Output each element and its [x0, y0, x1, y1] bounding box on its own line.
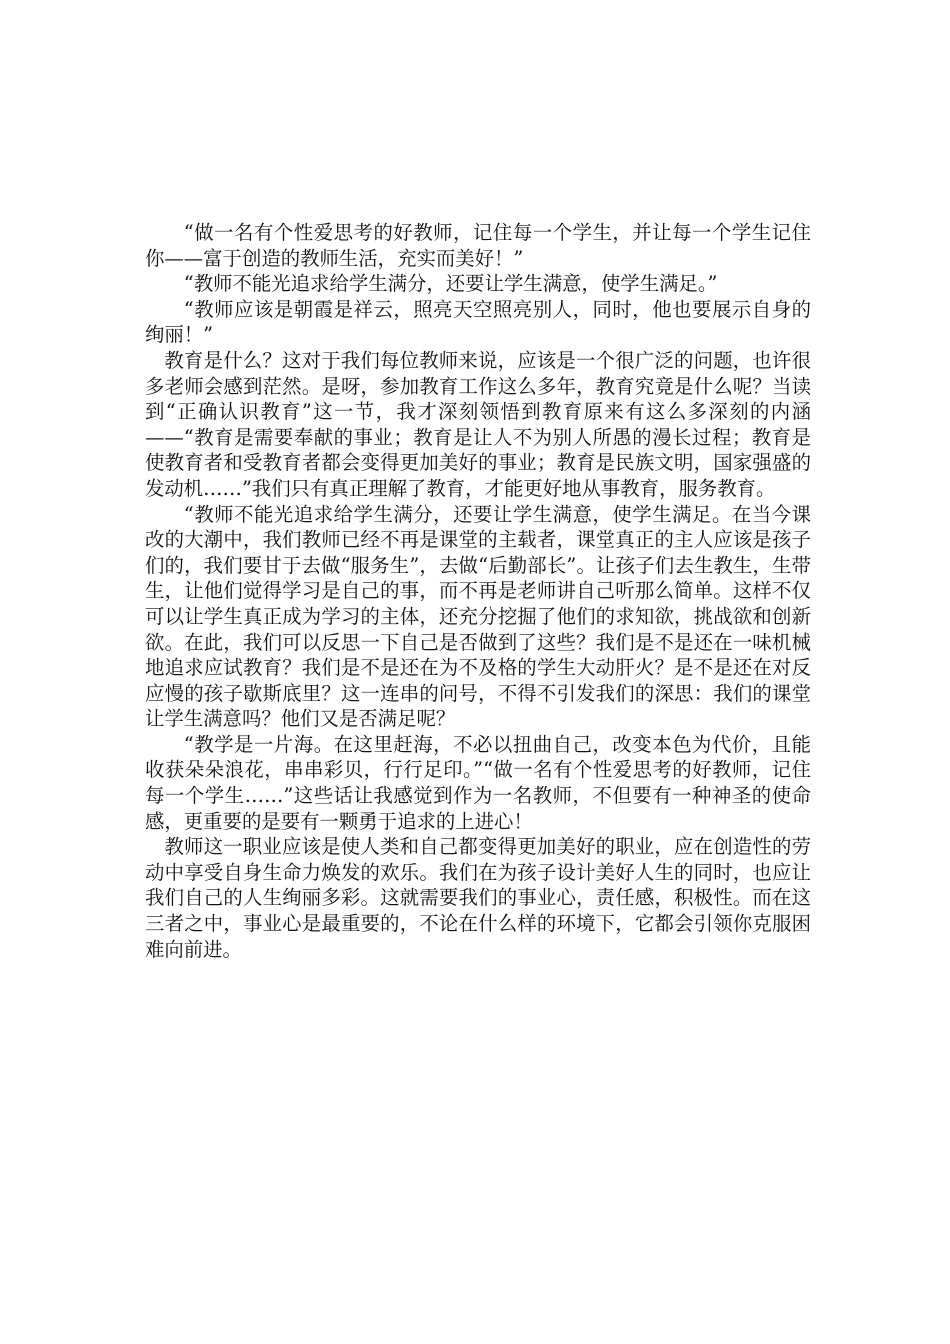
quote-paragraph-1: “做一名有个性爱思考的好教师，记住每一个学生，并让每一个学生记住你——富于创造的教师生活，充实而美好！” [145, 221, 811, 270]
quote-paragraph-2: “教师不能光追求给学生满分，还要让学生满意，使学生满足。” [183, 272, 718, 296]
body-text [145, 220, 811, 962]
body-paragraph-sea: “教学是一片海。在这里赶海，不必以扭曲自己，改变本色为代价，且能收获朵朵浪花，串串彩贝，行行足印。”“做一名有个性爱思考的好教师，记住每一个学生……”这些话让我感觉到作为一名教师，不但要有一种神圣的使命感，更重要的是要有一颗勇于追求的上进心！ [145, 732, 811, 833]
quote-paragraph-3: “教师应该是朝霞是祥云，照亮天空照亮别人，同时，他也要展示自身的绚丽！” [145, 297, 811, 347]
body-paragraph-satisfaction: “教师不能光追求给学生满分，还要让学生满意，使学生满足。在当今课改的大潮中，我们教师已经不再是课堂的主载者，课堂真正的主人应该是孩子们的，我们要甘于去做“服务生”，去做“后勤部长”。让孩子们去生教生，生带生，让他们觉得学习是自己的事，而不再是老师讲自己听那么简单。这样不仅可以让学生真正成为学习的主体，还充分挖掘了他们的求知欲，挑战欲和创新欲。在此，我们可以反思一下自己是否做到了这些？我们是不是还在一味机械地追求应试教育？我们是不是还在为不及格的学生大动肝火？是不是还在对反应慢的孩子歇斯底里？这一连串的问号，不得不引发我们的深思：我们的课堂让学生满意吗？他们又是否满足呢？ [145, 502, 811, 731]
body-paragraph-education: 教育是什么？这对于我们每位教师来说，应该是一个很广泛的问题，也许很多老师会感到茫然。是呀，参加教育工作这么多年，教育究竟是什么呢？当读到“正确认识教育”这一节，我才深刻领悟到教育原来有这么多深刻的内涵——“教育是需要奉献的事业；教育是让人不为别人所愚的漫长过程；教育是使教育者和受教育者都会变得更加美好的事业；教育是民族文明，国家强盛的发动机……”我们只有真正理解了教育，才能更好地从事教育，服务教育。 [145, 348, 811, 500]
body-paragraph-career: 教师这一职业应该是使人类和自己都变得更加美好的职业，应在创造性的劳动中享受自身生命力焕发的欢乐。我们在为孩子设计美好人生的同时，也应让我们自己的人生绚丽多彩。这就需要我们的事业心，责任感，积极性。而在这三者之中，事业心是最重要的，不论在什么样的环境下，它都会引领你克服困难向前进。 [145, 835, 811, 961]
